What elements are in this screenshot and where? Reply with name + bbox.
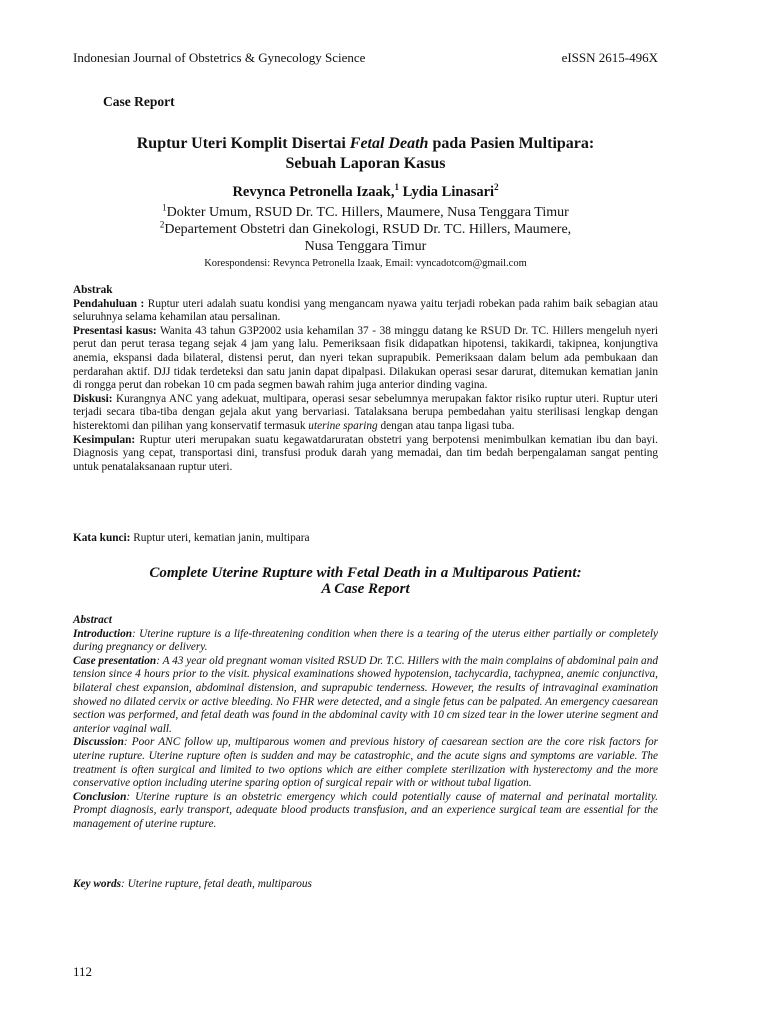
keywords-id-text: Ruptur uteri, kematian janin, multipara — [130, 532, 310, 544]
case-text-en: : A 43 year old pregnant woman visited RSUD Dr. T.C. Hillers with the main complains of abdominal pain and tension since 4 hours prior to the visit. physical examinations showed hypotension, tachycardia, tachypnea, anemic conjunctiva, bilateral chest expansion, abdominal distension, and suprapubic tenderness. However, the results of intravaginal examination showed no dilated cervix or active bleeding. No FHR were detected, and a single fetus can be palpated. An emergency caesarean section was performed, and fetal death was found in the abdominal cavity with 10 cm sized tear in the lower uterine segment and anterior vaginal wall. — [73, 654, 658, 735]
title-en-line2: A Case Report — [321, 581, 410, 597]
case-label: Presentasi kasus: — [73, 324, 157, 337]
concl-label-en: Conclusion — [73, 790, 127, 803]
concl-text-en: : Uterine rupture is an obstetric emergency which could potentially cause of maternal and perinatal mortality. Prompt diagnosis, early transport, adequate blood products transfusion, and an experience surgical team are essential for the management of uterine rupture. — [73, 790, 658, 830]
abstract-id-conclusion — [73, 434, 658, 475]
author-2: Lydia Linasari — [398, 184, 495, 200]
issn: eISSN 2615-496X — [561, 50, 658, 65]
abstract-id-heading: Abstrak — [73, 284, 113, 296]
author-list — [73, 184, 658, 201]
disc-text-1: Kurangnya ANC yang adekuat, multipara, operasi sesar sebelumnya merupakan faktor risiko ruptur uteri. Ruptur uteri terjadi secara tiba-tiba dengan gejala akut yang bervariasi. Tatalaksana berupa pembedahan yaitu sterilisasi lengkap dengan histerektomi dan pilihan yang konservatif termasuk — [73, 392, 658, 432]
abstract-en-case — [73, 655, 658, 737]
title-id-part2: pada Pasien Multipara: — [428, 135, 595, 152]
affiliation-2-sup: 2 — [159, 219, 165, 230]
title-english — [73, 565, 658, 597]
page-number: 112 — [73, 964, 93, 979]
concl-label: Kesimpulan: — [73, 433, 136, 446]
title-id-part1: Ruptur Uteri Komplit Disertai — [136, 135, 350, 152]
keywords-id-label: Kata kunci: — [73, 532, 131, 544]
intro-text-en: : Uterine rupture is a life-threatening condition when there is a tearing of the uterus either partially or completely during pregnancy or delivery. — [73, 627, 658, 654]
keywords-english — [73, 878, 658, 890]
intro-label-en: Introduction — [73, 627, 133, 640]
title-id-line2: Sebuah Laporan Kasus — [285, 155, 446, 172]
abstract-en-heading: Abstract — [73, 614, 112, 626]
affiliation-2-line1: Departement Obstetri dan Ginekologi, RSUD Dr. TC. Hillers, Maumere, — [164, 222, 572, 237]
correspondence: Korespondensi: Revynca Petronella Izaak, Email: vyncadotcom@gmail.com — [204, 258, 527, 269]
keywords-en-text: : Uterine rupture, fetal death, multiparous — [121, 878, 312, 890]
abstract-id-discussion — [73, 393, 658, 434]
disc-label: Diskusi: — [73, 392, 113, 405]
article-type: Case Report — [103, 94, 175, 109]
keywords-en-label: Key words — [73, 878, 122, 890]
abstract-english — [73, 614, 658, 832]
keywords-indonesian — [73, 532, 658, 544]
case-label-en: Case presentation — [73, 654, 157, 667]
title-id-italic: Fetal Death — [349, 135, 429, 152]
affiliation-2-line2: Nusa Tenggara Timur — [304, 239, 427, 254]
affiliation-1-text: Dokter Umum, RSUD Dr. TC. Hillers, Maumere, Nusa Tenggara Timur — [166, 205, 569, 220]
abstract-indonesian — [73, 284, 658, 474]
intro-label: Pendahuluan : — [73, 297, 145, 310]
affiliation-2 — [73, 221, 658, 255]
disc-italic: uterine sparing — [308, 419, 378, 432]
disc-label-en: Discussion — [73, 736, 124, 749]
case-text: Wanita 43 tahun G3P2002 usia kehamilan 37 - 38 minggu datang ke RSUD Dr. TC. Hillers mengeluh nyeri perut dan perut terasa tegang sejak 4 jam yang lalu. Pemeriksaan fisik didapatkan hipotensi, takikardi, takipnea, konjungtiva anemia, ekspansi dada bilateral, distensi perut, dan nyeri tekan suprapubik. Pemeriksaan dalam belum ada pembukaan dan perdarahan aktif. DJJ tidak terdeteksi dan satu janin dapat dipalpasi. Dilakukan operasi sesar darurat, ditemukan kematian janin di rongga perut dan robekan 10 cm pada segmen bawah rahim juga anterior dinding vagina. — [73, 324, 658, 392]
running-header — [73, 50, 658, 66]
disc-text-2: dengan atau tanpa ligasi tuba. — [377, 419, 515, 432]
title-en-line1: Complete Uterine Rupture with Fetal Death in a Multiparous Patient: — [149, 565, 582, 581]
journal-name: Indonesian Journal of Obstetrics & Gynecology Science — [73, 50, 366, 65]
affiliation-1-sup: 1 — [162, 202, 167, 213]
author-1: Revynca Petronella Izaak, — [232, 184, 395, 200]
abstract-id-intro — [73, 298, 658, 325]
abstract-id-case — [73, 325, 658, 393]
abstract-en-discussion — [73, 736, 658, 790]
disc-text-en: : Poor ANC follow up, multiparous women and previous history of caesarean section are the core risk factors for uterine rupture. Uterine rupture often is sudden and may be catastrophic, and the acute signs and symptoms are variable. The treatment is often surgical and limited to two options which are either complete sterilization with hysterectomy and the more conservative option including uterine sparing option of surgical repair with or without tubal ligation. — [73, 736, 658, 790]
author-1-sup: 1 — [394, 182, 399, 193]
author-2-sup: 2 — [494, 182, 499, 193]
concl-text: Ruptur uteri merupakan suatu kegawatdaruratan obstetri yang berpotensi menimbulkan kematian ibu dan bayi. Diagnosis yang cepat, transportasi dini, transfusi produk darah yang memadai, dan tim bedah berpengalaman sangat penting untuk penatalaksanaan ruptur uteri. — [73, 433, 658, 473]
intro-text: Ruptur uteri adalah suatu kondisi yang mengancam nyawa yaitu terjadi robekan pada rahim baik sebagian atau seluruhnya selama kehamilan atau persalinan. — [73, 297, 658, 324]
abstract-en-intro — [73, 628, 658, 655]
title-indonesian — [73, 134, 658, 174]
abstract-en-conclusion — [73, 791, 658, 832]
